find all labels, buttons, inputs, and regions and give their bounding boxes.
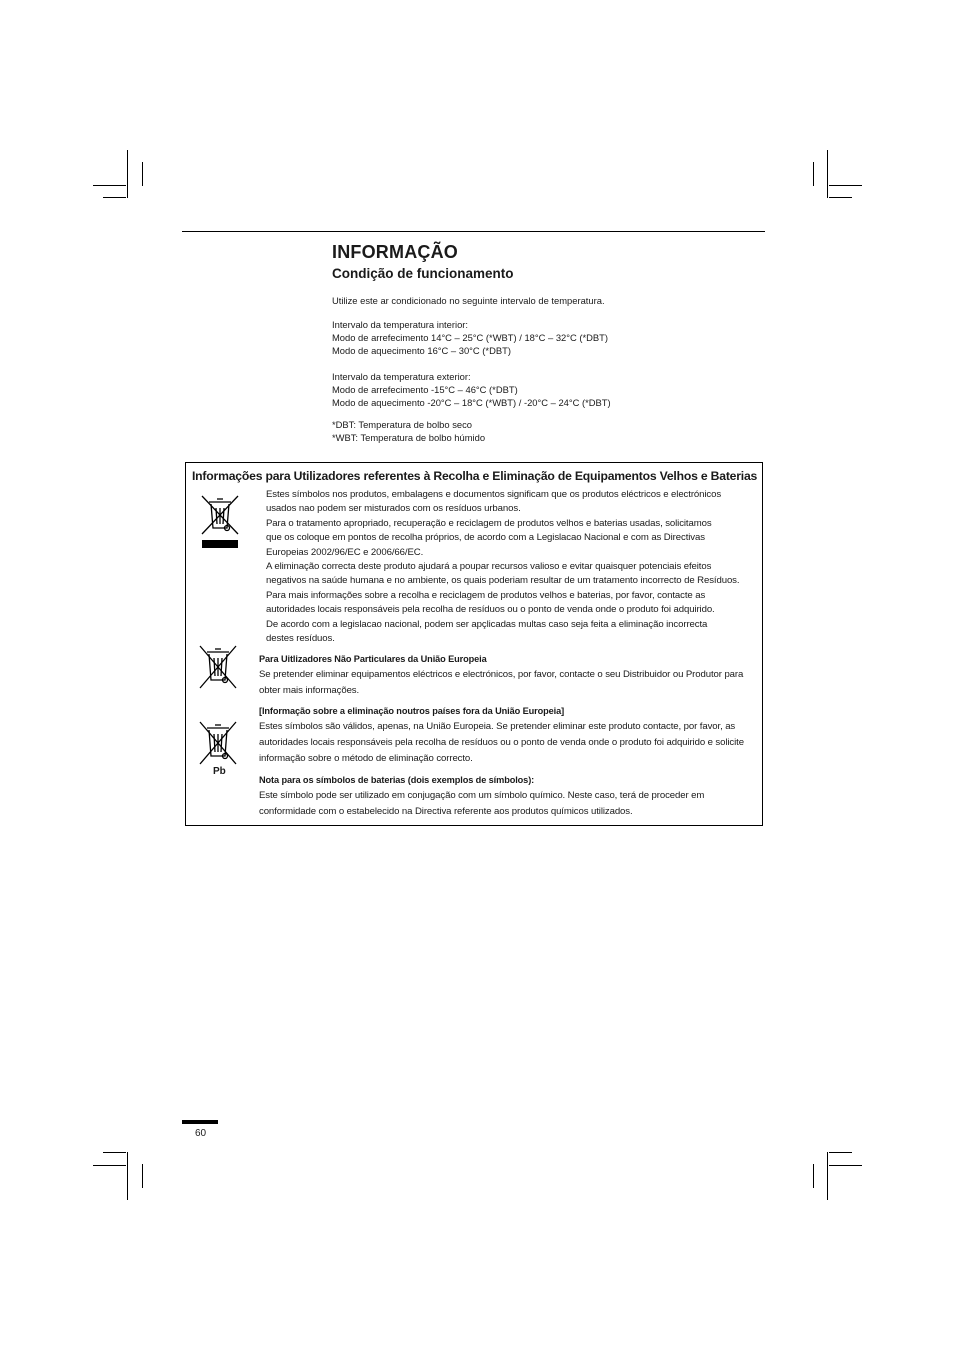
text-line: Estes símbolos são válidos, apenas, na União Europeia. Se pretender eliminar este produto contacte, por favor, as <box>259 721 736 732</box>
text-line: autoridades locais responsáveis pela recolha de resíduos ou o ponto de venda onde o produto foi adquirido e solicite <box>259 737 744 748</box>
business-users-section <box>259 651 743 699</box>
outside-eu-section <box>259 703 744 767</box>
note-line: *DBT: Temperatura de bolbo seco <box>332 419 473 430</box>
disposal-title: Informações para Utilizadores referentes à Recolha e Eliminação de Equipamentos Velhos e Baterias <box>192 469 758 483</box>
text-line: Para o tratamento apropriado, recuperação e reciclagem de produtos velhos e baterias usadas, solicitamos <box>266 517 712 529</box>
text-line: negativos na saúde humana e no ambiente, os quais poderiam resultar de um tratamento incorrecto de Resíduos. <box>266 575 740 587</box>
disposal-main-text <box>266 488 739 646</box>
outdoor-line: Modo de aquecimento -20°C – 18°C (*WBT) / -20°C – 24°C (*DBT) <box>332 396 611 408</box>
page-number-bar <box>182 1120 218 1124</box>
section-heading: Nota para os símbolos de baterias (dois exemplos de símbolos): <box>259 775 535 785</box>
crossed-out-bin-icon <box>196 644 240 690</box>
header-rule <box>182 231 765 232</box>
outdoor-range <box>332 371 611 409</box>
section-subtitle: Condição de funcionamento <box>332 266 514 281</box>
text-line: Estes símbolos nos produtos, embalagens e documentos significam que os produtos eléctricos e electrónicos <box>266 489 722 500</box>
text-line: Para mais informações sobre a recolha e reciclagem de produtos velhos e baterias, por favor, contacte as <box>266 589 706 601</box>
text-line: Europeias 2002/96/EC e 2006/66/EC. <box>266 546 424 558</box>
crossed-out-bin-icon <box>196 720 240 766</box>
text-line: conformidade com o estabelecido na Directiva referente aos produtos químicos utilizados. <box>259 806 633 817</box>
indoor-line: Intervalo da temperatura interior: <box>332 319 469 330</box>
text-line: Este símbolo pode ser utilizado em conjugação com um símbolo químico. Neste caso, terá de proceder em <box>259 790 705 801</box>
indoor-line: Modo de arrefecimento 14°C – 25°C (*WBT) / 18°C – 32°C (*DBT) <box>332 331 609 343</box>
text-line: autoridades locais responsáveis pela recolha de resíduos ou o ponto de venda onde o produto foi adquirido. <box>266 604 715 616</box>
text-line: usados nao podem ser misturados com os resíduos urbanos. <box>266 503 521 515</box>
text-line: Se pretender eliminar equipamentos eléctricos e electrónicos, por favor, contacte o seu Distribuidor ou Produtor para <box>259 669 744 680</box>
section-heading: Para Uitlizadores Não Particulares da União Europeia <box>259 654 487 664</box>
outdoor-line: Modo de arrefecimento -15°C – 46°C (*DBT) <box>332 383 518 395</box>
text-line: destes resíduos. <box>266 633 335 645</box>
section-heading: [Informação sobre a eliminação noutros países fora da União Europeia] <box>259 706 565 716</box>
pb-chemical-label: Pb <box>213 766 226 777</box>
text-line: A eliminação correcta deste produto ajudará a poupar recursos valioso e evitar quaisquer potenciais efeitos <box>266 561 712 573</box>
outdoor-line: Intervalo da temperatura exterior: <box>332 371 471 382</box>
battery-note-section <box>259 772 704 820</box>
crossed-out-bin-icon <box>198 490 242 552</box>
indoor-line: Modo de aquecimento 16°C – 30°C (*DBT) <box>332 344 511 356</box>
page-number: 60 <box>195 1128 207 1139</box>
text-line: informação sobre o método de eliminação correcto. <box>259 753 473 764</box>
operating-intro: Utilize este ar condicionado no seguinte intervalo de temperatura. <box>332 295 605 306</box>
temperature-notes <box>332 419 485 445</box>
text-line: obter mais informações. <box>259 685 360 696</box>
text-line: De acordo com a legislacao nacional, podem ser apçlicadas multas caso seja feita a eliminação incorrecta <box>266 618 708 630</box>
note-line: *WBT: Temperatura de bolbo húmido <box>332 431 486 443</box>
page-title: INFORMAÇÃO <box>332 242 458 262</box>
indoor-range <box>332 319 608 357</box>
text-line: que os coloque em pontos de recolha próprios, de acordo com a Legislacao Nacional e com as Directivas <box>266 532 705 544</box>
